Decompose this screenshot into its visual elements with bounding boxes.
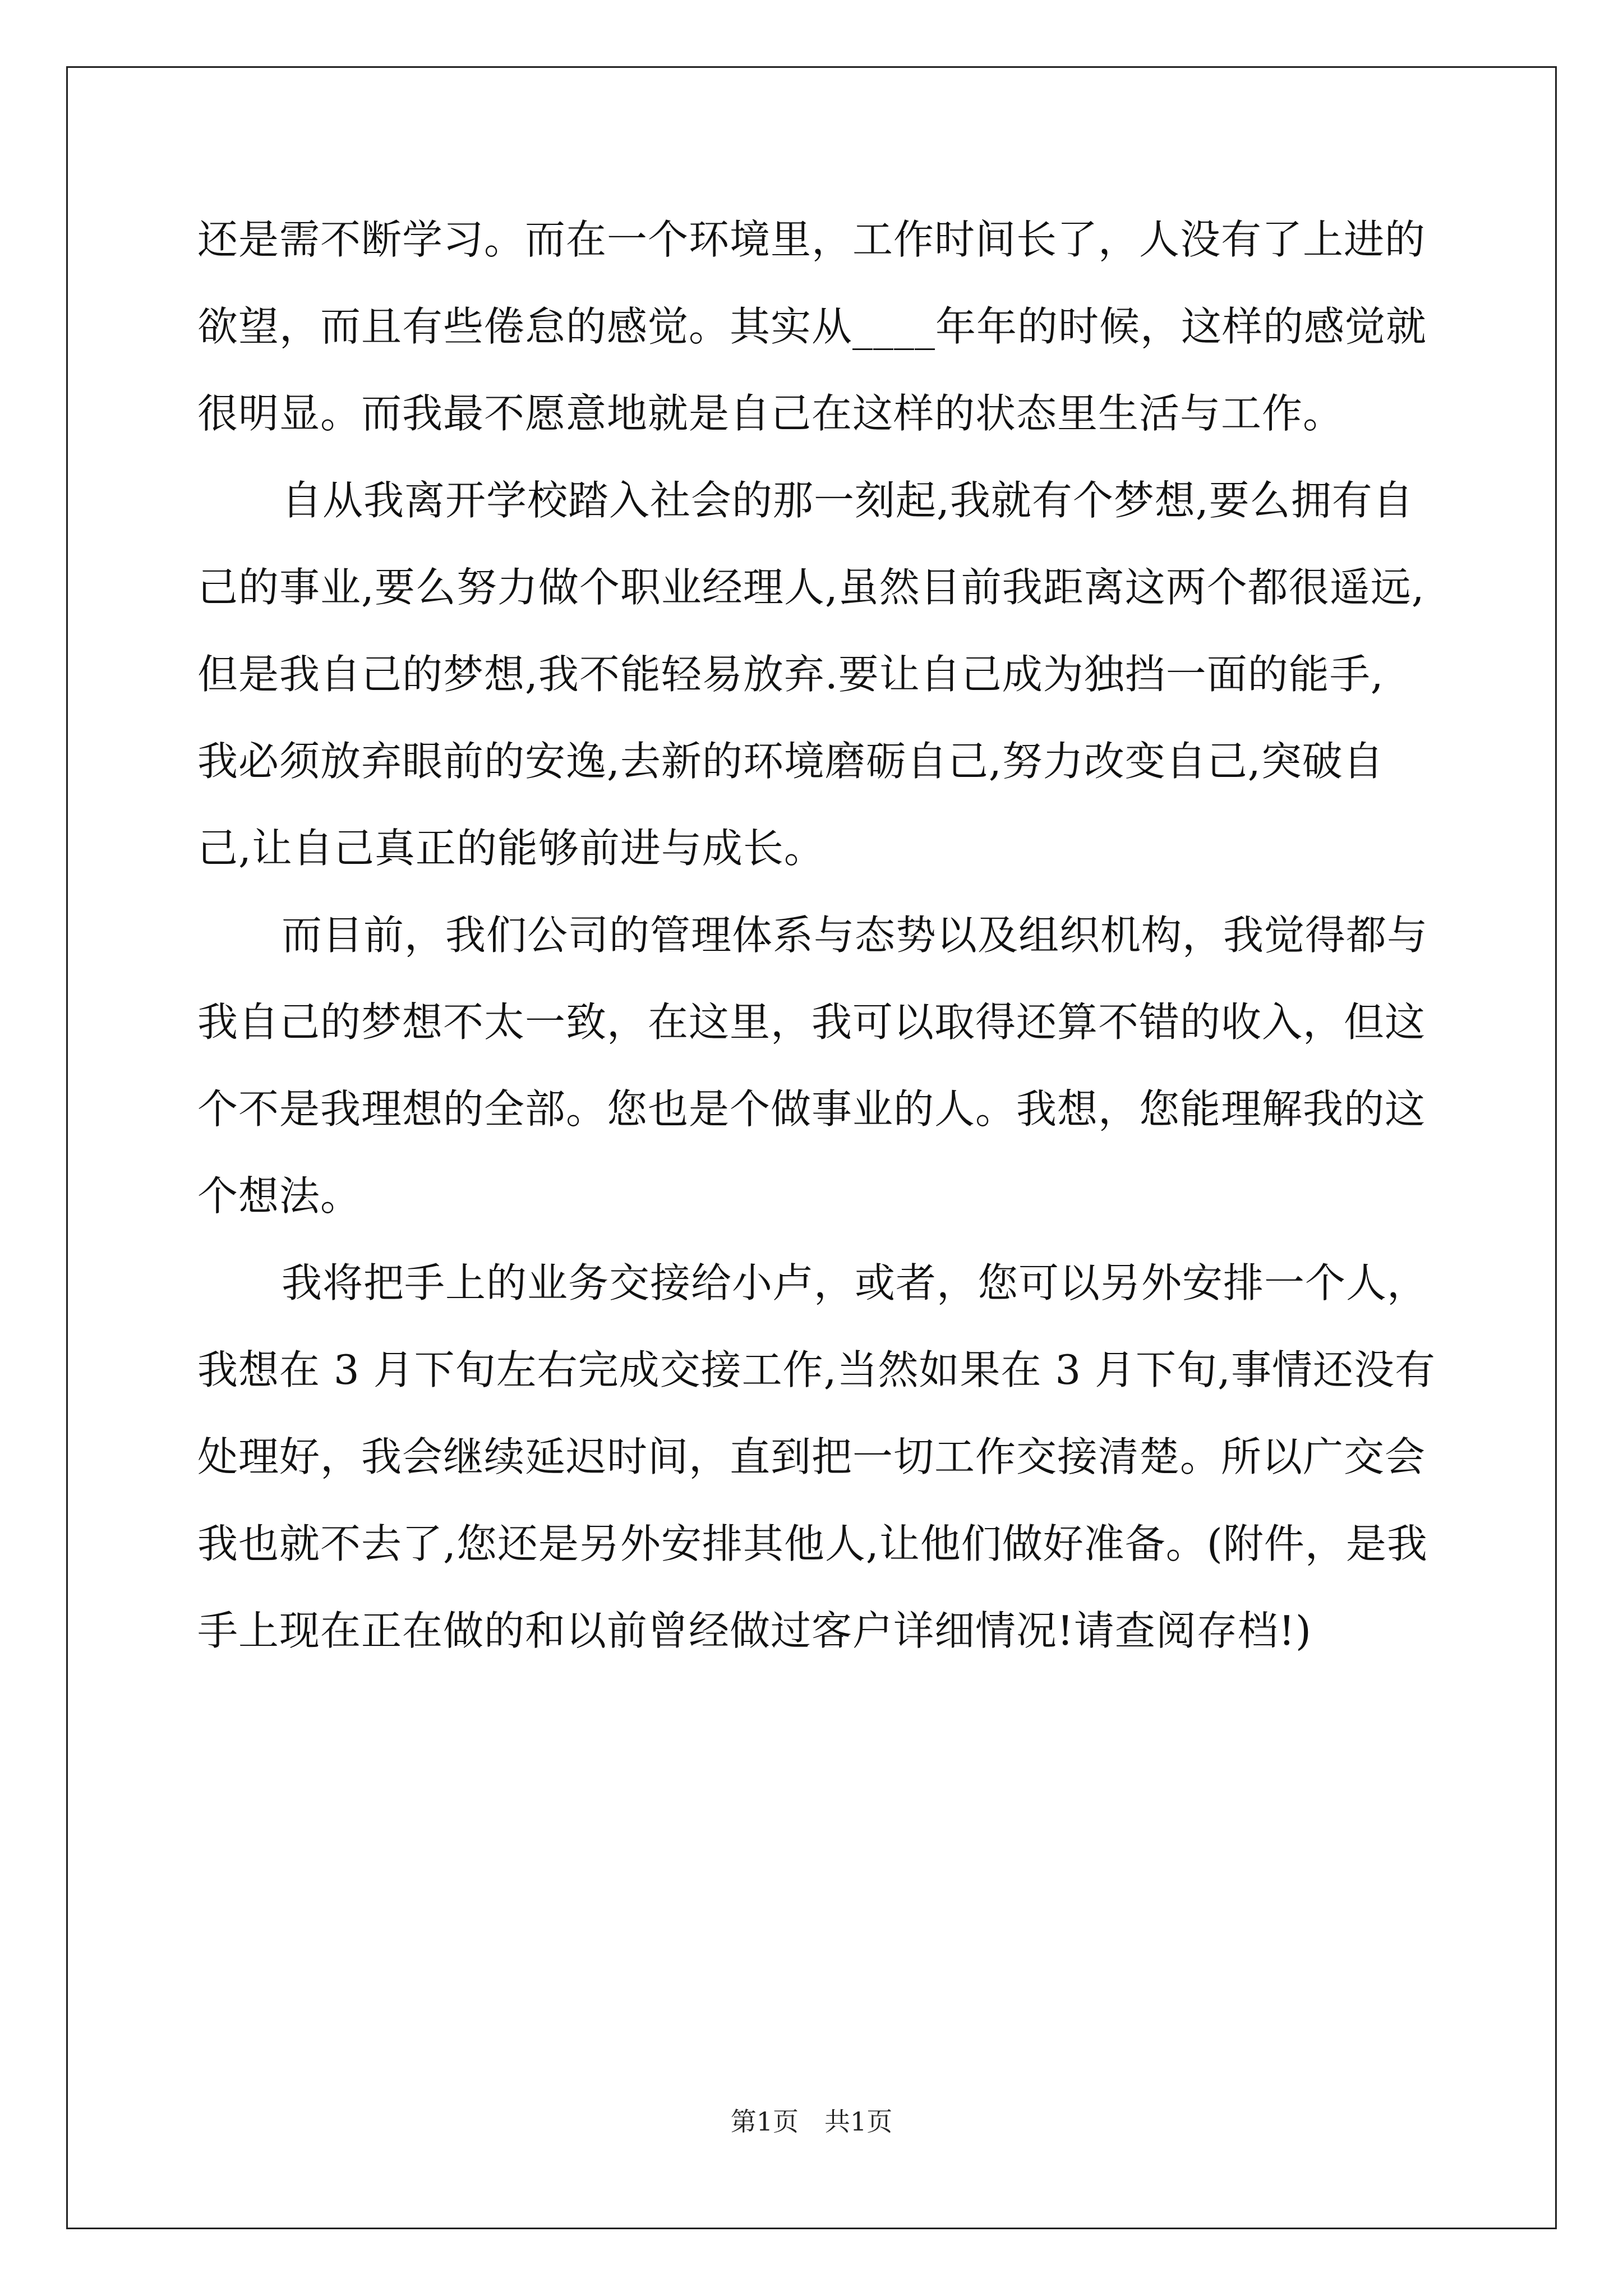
page-number: 第1页 (730, 2106, 799, 2137)
document-body (197, 196, 1442, 1674)
text-line: 我将把手上的业务交接给小卢，或者，您可以另外安排一个人， (282, 1259, 1428, 1306)
text-line: 处理好，我会继续延迟时间，直到把一切工作交接清楚。所以广交会 (197, 1433, 1426, 1480)
text-line: 但是我自己的梦想,我不能轻易放弃.要让自己成为独挡一面的能手, (197, 651, 1384, 698)
text-line: 还是需不断学习。而在一个环境里，工作时间长了，人没有了上进的 (197, 216, 1426, 263)
text-line: 手上现在正在做的和以前曾经做过客户详细情况!请查阅存档!) (197, 1607, 1312, 1654)
text-line: 很明显。而我最不愿意地就是自己在这样的状态里生活与工作。 (197, 390, 1344, 437)
text-line: 己的事业,要么努力做个职业经理人,虽然目前我距离这两个都很遥远, (197, 564, 1425, 611)
page-footer (0, 2105, 1623, 2138)
text-line: 己,让自己真正的能够前进与成长。 (197, 825, 825, 872)
text-line: 自从我离开学校踏入社会的那一刻起,我就有个梦想,要么拥有自 (282, 477, 1414, 524)
page-total: 共1页 (824, 2106, 893, 2137)
text-line: 我自己的梦想不太一致，在这里，我可以取得还算不错的收入，但这 (197, 999, 1426, 1046)
text-line: 个想法。 (197, 1172, 362, 1220)
text-line: 欲望，而且有些倦怠的感觉。其实从____年年的时候，这样的感觉就 (197, 303, 1427, 350)
text-line: 我想在 3 月下旬左右完成交接工作,当然如果在 3 月下旬,事情还没有 (197, 1346, 1436, 1393)
text-line: 个不是我理想的全部。您也是个做事业的人。我想，您能理解我的这 (197, 1085, 1426, 1133)
text-line: 我必须放弃眼前的安逸,去新的环境磨砺自己,努力改变自己,突破自 (197, 738, 1384, 785)
text-line: 我也就不去了,您还是另外安排其他人,让他们做好准备。(附件，是我 (197, 1520, 1428, 1567)
text-line: 而目前，我们公司的管理体系与态势以及组织机构，我觉得都与 (282, 912, 1428, 959)
